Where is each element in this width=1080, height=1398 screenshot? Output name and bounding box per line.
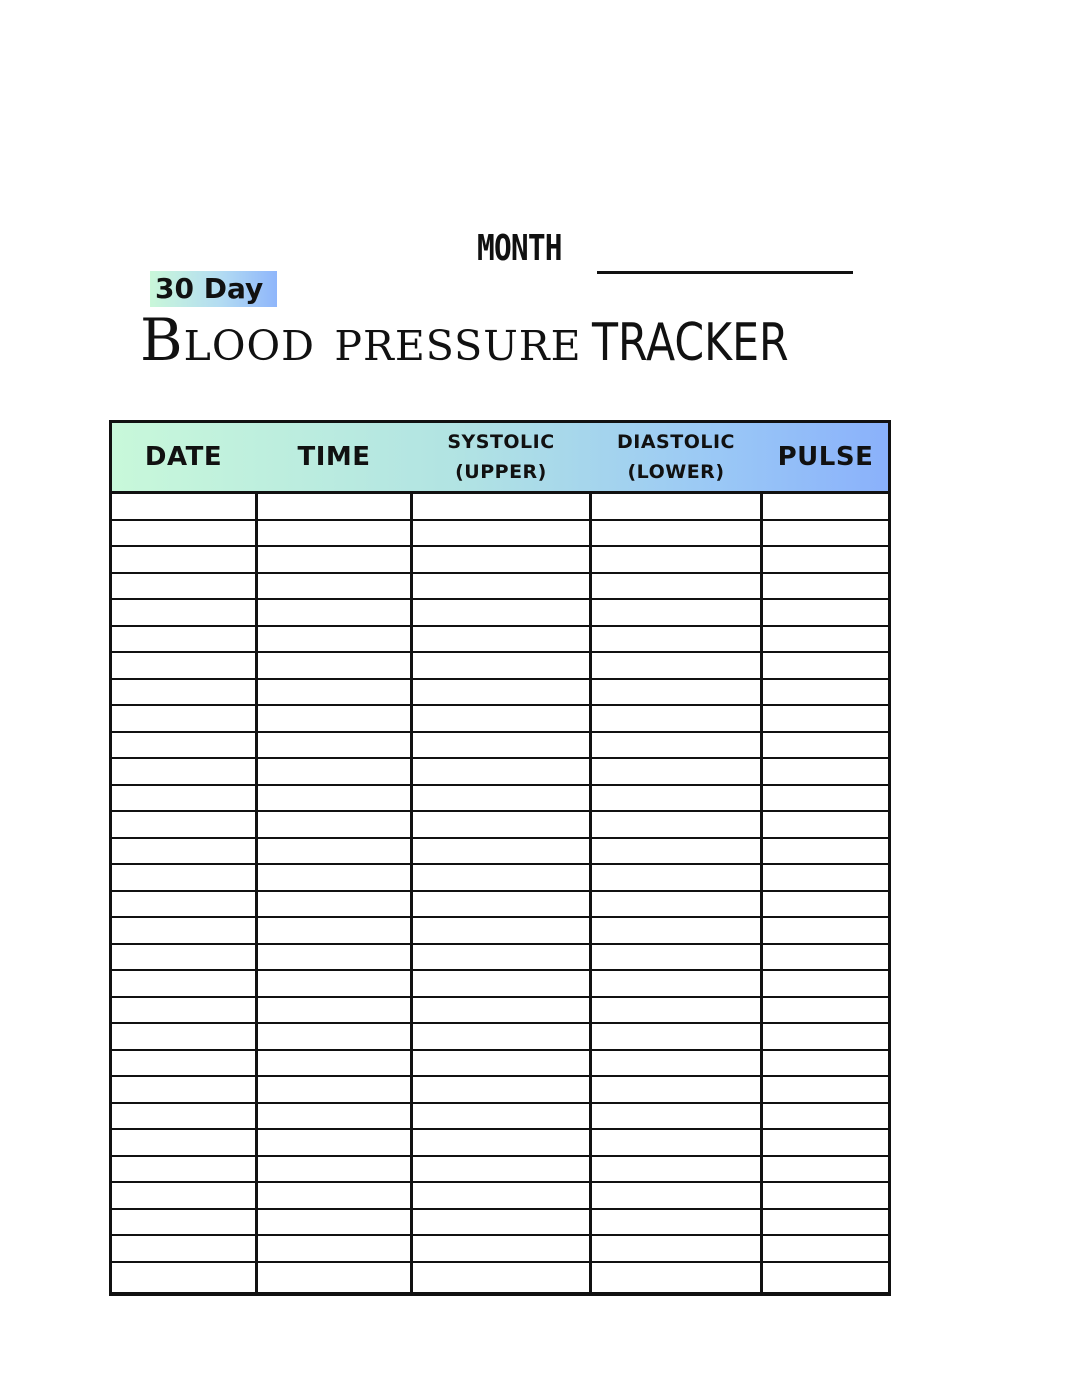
systolic-cell[interactable] xyxy=(413,839,589,864)
time-cell[interactable] xyxy=(258,812,410,837)
table-row xyxy=(112,494,888,521)
time-cell[interactable] xyxy=(258,998,410,1023)
pulse-cell[interactable] xyxy=(763,1024,888,1049)
systolic-cell[interactable] xyxy=(413,1104,589,1129)
header-diastolic-sublabel: (LOWER) xyxy=(627,461,725,483)
diastolic-cell[interactable] xyxy=(592,600,760,625)
systolic-cell[interactable] xyxy=(413,918,589,943)
date-cell[interactable] xyxy=(112,1210,255,1235)
time-cell[interactable] xyxy=(258,865,410,890)
date-cell[interactable] xyxy=(112,839,255,864)
date-cell[interactable] xyxy=(112,1130,255,1155)
pulse-cell[interactable] xyxy=(763,627,888,652)
diastolic-cell[interactable] xyxy=(592,1024,760,1049)
diastolic-cell[interactable] xyxy=(592,786,760,811)
time-cell[interactable] xyxy=(258,1130,410,1155)
time-cell[interactable] xyxy=(258,918,410,943)
column-divider xyxy=(410,494,413,1295)
date-cell[interactable] xyxy=(112,1104,255,1129)
pulse-cell[interactable] xyxy=(763,1104,888,1129)
table-row xyxy=(112,971,888,998)
time-cell[interactable] xyxy=(258,1051,410,1076)
time-cell[interactable] xyxy=(258,1183,410,1208)
pulse-cell[interactable] xyxy=(763,1051,888,1076)
diastolic-cell[interactable] xyxy=(592,1077,760,1102)
table-row xyxy=(112,1024,888,1051)
date-cell[interactable] xyxy=(112,812,255,837)
table-row xyxy=(112,945,888,972)
diastolic-cell[interactable] xyxy=(592,653,760,678)
header-systolic-label: SYSTOLIC xyxy=(447,431,555,453)
date-cell[interactable] xyxy=(112,706,255,731)
diastolic-cell[interactable] xyxy=(592,998,760,1023)
diastolic-cell[interactable] xyxy=(592,1104,760,1129)
table-row xyxy=(112,600,888,627)
pulse-cell[interactable] xyxy=(763,733,888,758)
time-cell[interactable] xyxy=(258,839,410,864)
date-cell[interactable] xyxy=(112,1236,255,1261)
month-label: MONTH xyxy=(477,228,562,269)
date-cell[interactable] xyxy=(112,998,255,1023)
date-cell[interactable] xyxy=(112,1051,255,1076)
time-cell[interactable] xyxy=(258,494,410,519)
table-row xyxy=(112,892,888,919)
systolic-cell[interactable] xyxy=(413,600,589,625)
systolic-cell[interactable] xyxy=(413,521,589,546)
systolic-cell[interactable] xyxy=(413,627,589,652)
date-cell[interactable] xyxy=(112,494,255,519)
table-row xyxy=(112,1183,888,1210)
table-row xyxy=(112,521,888,548)
header-diastolic xyxy=(592,423,760,491)
systolic-cell[interactable] xyxy=(413,1130,589,1155)
pulse-cell[interactable] xyxy=(763,494,888,519)
pulse-cell[interactable] xyxy=(763,1263,888,1290)
table-row xyxy=(112,812,888,839)
table-row xyxy=(112,1104,888,1131)
systolic-cell[interactable] xyxy=(413,971,589,996)
systolic-cell[interactable] xyxy=(413,706,589,731)
pulse-cell[interactable] xyxy=(763,1130,888,1155)
time-cell[interactable] xyxy=(258,1263,410,1290)
pulse-cell[interactable] xyxy=(763,547,888,572)
pulse-cell[interactable] xyxy=(763,521,888,546)
systolic-cell[interactable] xyxy=(413,1210,589,1235)
date-cell[interactable] xyxy=(112,892,255,917)
systolic-cell[interactable] xyxy=(413,892,589,917)
time-cell[interactable] xyxy=(258,1077,410,1102)
pulse-cell[interactable] xyxy=(763,1210,888,1235)
header-systolic xyxy=(413,423,589,491)
header-pulse-label: PULSE xyxy=(777,442,874,472)
systolic-cell[interactable] xyxy=(413,680,589,705)
diastolic-cell[interactable] xyxy=(592,1236,760,1261)
systolic-cell[interactable] xyxy=(413,1236,589,1261)
pulse-cell[interactable] xyxy=(763,706,888,731)
table-row xyxy=(112,1077,888,1104)
date-cell[interactable] xyxy=(112,653,255,678)
date-cell[interactable] xyxy=(112,1077,255,1102)
time-cell[interactable] xyxy=(258,627,410,652)
date-cell[interactable] xyxy=(112,521,255,546)
pulse-cell[interactable] xyxy=(763,918,888,943)
column-divider xyxy=(589,494,592,1295)
table-body xyxy=(112,494,888,1289)
diastolic-cell[interactable] xyxy=(592,1051,760,1076)
time-cell[interactable] xyxy=(258,547,410,572)
pulse-cell[interactable] xyxy=(763,1183,888,1208)
pulse-cell[interactable] xyxy=(763,1157,888,1182)
diastolic-cell[interactable] xyxy=(592,892,760,917)
table-header xyxy=(112,423,888,494)
date-cell[interactable] xyxy=(112,786,255,811)
pulse-cell[interactable] xyxy=(763,971,888,996)
table-row xyxy=(112,733,888,760)
diastolic-cell[interactable] xyxy=(592,574,760,599)
time-cell[interactable] xyxy=(258,1157,410,1182)
date-cell[interactable] xyxy=(112,600,255,625)
table-row xyxy=(112,574,888,601)
pulse-cell[interactable] xyxy=(763,865,888,890)
time-cell[interactable] xyxy=(258,786,410,811)
diastolic-cell[interactable] xyxy=(592,706,760,731)
table-row xyxy=(112,1157,888,1184)
table-row xyxy=(112,786,888,813)
date-cell[interactable] xyxy=(112,918,255,943)
time-cell[interactable] xyxy=(258,759,410,784)
pulse-cell[interactable] xyxy=(763,1077,888,1102)
date-cell[interactable] xyxy=(112,759,255,784)
pulse-cell[interactable] xyxy=(763,786,888,811)
time-cell[interactable] xyxy=(258,1236,410,1261)
time-cell[interactable] xyxy=(258,600,410,625)
title-part-2: TRACKER xyxy=(591,313,789,373)
pulse-cell[interactable] xyxy=(763,574,888,599)
diastolic-cell[interactable] xyxy=(592,945,760,970)
diastolic-cell[interactable] xyxy=(592,521,760,546)
time-cell[interactable] xyxy=(258,733,410,758)
column-divider xyxy=(760,494,763,1295)
diastolic-cell[interactable] xyxy=(592,627,760,652)
date-cell[interactable] xyxy=(112,1183,255,1208)
table-row xyxy=(112,1236,888,1263)
table-row xyxy=(112,1051,888,1078)
table-row xyxy=(112,680,888,707)
pulse-cell[interactable] xyxy=(763,600,888,625)
diastolic-cell[interactable] xyxy=(592,1210,760,1235)
pulse-cell[interactable] xyxy=(763,998,888,1023)
diastolic-cell[interactable] xyxy=(592,547,760,572)
date-cell[interactable] xyxy=(112,1263,255,1290)
table-row xyxy=(112,1130,888,1157)
date-cell[interactable] xyxy=(112,733,255,758)
diastolic-cell[interactable] xyxy=(592,812,760,837)
date-cell[interactable] xyxy=(112,574,255,599)
table-row xyxy=(112,1263,888,1290)
time-cell[interactable] xyxy=(258,706,410,731)
table-row xyxy=(112,706,888,733)
pulse-cell[interactable] xyxy=(763,892,888,917)
time-cell[interactable] xyxy=(258,521,410,546)
systolic-cell[interactable] xyxy=(413,1263,589,1290)
diastolic-cell[interactable] xyxy=(592,680,760,705)
diastolic-cell[interactable] xyxy=(592,759,760,784)
header-pulse xyxy=(763,423,888,491)
time-cell[interactable] xyxy=(258,892,410,917)
systolic-cell[interactable] xyxy=(413,945,589,970)
pulse-cell[interactable] xyxy=(763,1236,888,1261)
table-row xyxy=(112,918,888,945)
table-row xyxy=(112,865,888,892)
column-divider xyxy=(255,494,258,1295)
systolic-cell[interactable] xyxy=(413,1157,589,1182)
table-row xyxy=(112,627,888,654)
systolic-cell[interactable] xyxy=(413,759,589,784)
header-systolic-sublabel: (UPPER) xyxy=(455,461,547,483)
header-time-label: TIME xyxy=(297,442,371,472)
diastolic-cell[interactable] xyxy=(592,733,760,758)
time-cell[interactable] xyxy=(258,971,410,996)
day-count-badge: 30 Day xyxy=(150,271,277,307)
table-row xyxy=(112,839,888,866)
systolic-cell[interactable] xyxy=(413,1051,589,1076)
diastolic-cell[interactable] xyxy=(592,1183,760,1208)
pulse-cell[interactable] xyxy=(763,945,888,970)
diastolic-cell[interactable] xyxy=(592,865,760,890)
date-cell[interactable] xyxy=(112,547,255,572)
systolic-cell[interactable] xyxy=(413,1024,589,1049)
date-cell[interactable] xyxy=(112,971,255,996)
time-cell[interactable] xyxy=(258,1024,410,1049)
date-cell[interactable] xyxy=(112,945,255,970)
systolic-cell[interactable] xyxy=(413,1183,589,1208)
time-cell[interactable] xyxy=(258,945,410,970)
header-date-label: DATE xyxy=(144,442,223,472)
systolic-cell[interactable] xyxy=(413,998,589,1023)
header-diastolic-label: DIASTOLIC xyxy=(617,431,735,453)
date-cell[interactable] xyxy=(112,1024,255,1049)
table-row xyxy=(112,653,888,680)
systolic-cell[interactable] xyxy=(413,547,589,572)
header-date xyxy=(112,423,255,491)
diastolic-cell[interactable] xyxy=(592,1263,760,1290)
date-cell[interactable] xyxy=(112,865,255,890)
pulse-cell[interactable] xyxy=(763,839,888,864)
diastolic-cell[interactable] xyxy=(592,1130,760,1155)
header-time xyxy=(258,423,410,491)
table-row xyxy=(112,1210,888,1237)
table-row xyxy=(112,998,888,1025)
diastolic-cell[interactable] xyxy=(592,1157,760,1182)
systolic-cell[interactable] xyxy=(413,1077,589,1102)
title-part-1: Blood pressure xyxy=(140,306,582,374)
systolic-cell[interactable] xyxy=(413,733,589,758)
tracker-table xyxy=(109,420,891,1296)
time-cell[interactable] xyxy=(258,653,410,678)
pulse-cell[interactable] xyxy=(763,759,888,784)
diastolic-cell[interactable] xyxy=(592,494,760,519)
systolic-cell[interactable] xyxy=(413,786,589,811)
diastolic-cell[interactable] xyxy=(592,971,760,996)
time-cell[interactable] xyxy=(258,574,410,599)
date-cell[interactable] xyxy=(112,680,255,705)
date-cell[interactable] xyxy=(112,1157,255,1182)
systolic-cell[interactable] xyxy=(413,865,589,890)
time-cell[interactable] xyxy=(258,680,410,705)
systolic-cell[interactable] xyxy=(413,812,589,837)
pulse-cell[interactable] xyxy=(763,812,888,837)
date-cell[interactable] xyxy=(112,627,255,652)
systolic-cell[interactable] xyxy=(413,494,589,519)
systolic-cell[interactable] xyxy=(413,574,589,599)
time-cell[interactable] xyxy=(258,1104,410,1129)
time-cell[interactable] xyxy=(258,1210,410,1235)
pulse-cell[interactable] xyxy=(763,653,888,678)
table-row xyxy=(112,547,888,574)
page-title xyxy=(140,306,860,396)
diastolic-cell[interactable] xyxy=(592,839,760,864)
diastolic-cell[interactable] xyxy=(592,918,760,943)
systolic-cell[interactable] xyxy=(413,653,589,678)
month-fill-line[interactable] xyxy=(597,271,853,274)
pulse-cell[interactable] xyxy=(763,680,888,705)
table-row xyxy=(112,759,888,786)
